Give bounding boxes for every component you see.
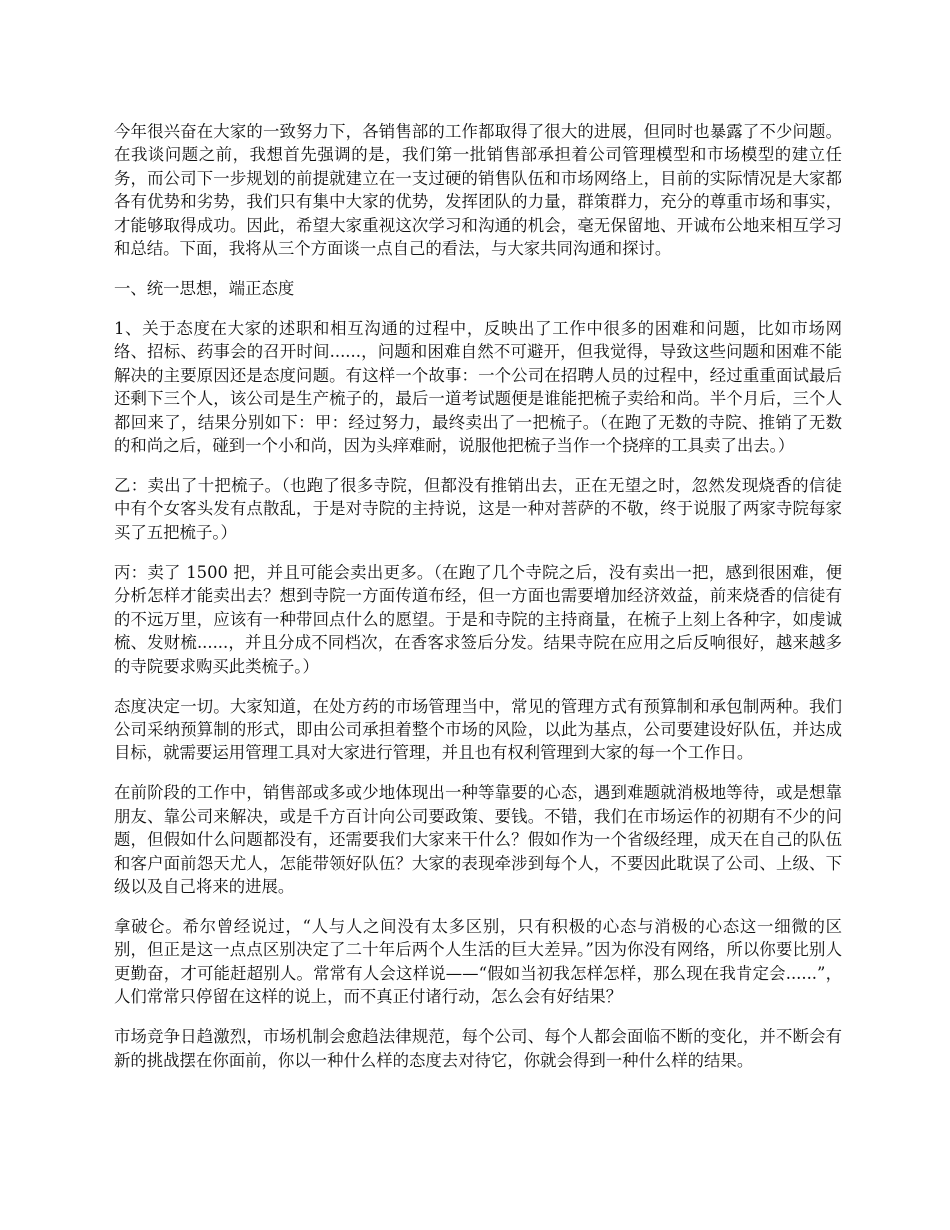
paragraph-yi: 乙：卖出了十把梳子。（也跑了很多寺院，但都没有推销出去，正在无望之时，忽然发现烧香的信徒中有个女客头发有点散乱，于是对寺院的主持说，这是一种对菩萨的不敬，终于说服了两家寺院每家买了五把梳子。） xyxy=(114,476,842,542)
paragraph-previous-stage: 在前阶段的工作中，销售部或多或少地体现出一种等靠要的心态，遇到难题就消极地等待，或是想靠朋友、靠公司来解决，或是千方百计向公司要政策、要钱。不错，我们在市场运作的初期有不少的问题，但假如什么问题都没有，还需要我们大家来干什么？假如作为一个省级经理，成天在自己的队伍和客户面前怨天尤人，怎能带领好队伍？大家的表现牵涉到每个人，不要因此耽误了公司、上级、下级以及自己将来的进展。 xyxy=(114,783,842,896)
paragraph-competition: 市场竞争日趋激烈，市场机制会愈趋法律规范，每个公司、每个人都会面临不断的变化，并不断会有新的挑战摆在你面前，你以一种什么样的态度去对待它，你就会得到一种什么样的结果。 xyxy=(114,1027,842,1070)
paragraph-hill-quote: 拿破仑。希尔曾经说过，“人与人之间没有太多区别，只有积极的心态与消极的心态这一细微的区别，但正是这一点点区别决定了二十年后两个人生活的巨大差异。”因为你没有网络，所以你要比别人更勤奋，才可能赶超别人。常常有人会这样说——“假如当初我怎样怎样，那么现在我肯定会......”，人们常常只停留在这样的说上，而不真正付诸行动，怎么会有好结果？ xyxy=(114,916,842,1007)
document-body xyxy=(114,120,842,1089)
paragraph-bing: 丙：卖了 1500 把，并且可能会卖出更多。（在跑了几个寺院之后，没有卖出一把，感到很困难，便分析怎样才能卖出去？想到寺院一方面传道布经，但一方面也需要增加经济效益，前来烧香的信徒有的不远万里，应该有一种带回点什么的愿望。于是和寺院的主持商量，在梳子上刻上各种字，如虔诚梳、发财梳......，并且分成不同档次，在香客求签后分发。结果寺院在应用之后反响很好，越来越多的寺院要求购买此类梳子。） xyxy=(114,562,842,676)
paragraph-attitude: 1、关于态度在大家的述职和相互沟通的过程中，反映出了工作中很多的困难和问题，比如市场网络、招标、药事会的召开时间......，问题和困难自然不可避开，但我觉得，导致这些问题和困难不能解决的主要原因还是态度问题。有这样一个故事：一个公司在招聘人员的过程中，经过重重面试最后还剩下三个人，该公司是生产梳子的，最后一道考试题便是谁能把梳子卖给和尚。半个月后，三个人都回来了，结果分别如下：甲：经过努力，最终卖出了一把梳子。（在跑了无数的寺院、推销了无数的和尚之后，碰到一个小和尚，因为头痒难耐，说服他把梳子当作一个挠痒的工具卖了出去。） xyxy=(114,319,842,456)
paragraph-attitude-decides: 态度决定一切。大家知道，在处方药的市场管理当中，常见的管理方式有预算制和承包制两种。我们公司采纳预算制的形式，即由公司承担着整个市场的风险，以此为基点，公司要建设好队伍，并达成目标，就需要运用管理工具对大家进行管理，并且也有权利管理到大家的每一个工作日。 xyxy=(114,696,842,763)
section-heading: 一、统一思想，端正态度 xyxy=(114,279,295,299)
paragraph-intro: 今年很兴奋在大家的一致努力下，各销售部的工作都取得了很大的进展，但同时也暴露了不少问题。在我谈问题之前，我想首先强调的是，我们第一批销售部承担着公司管理模型和市场模型的建立任务，而公司下一步规划的前提就建立在一支过硬的销售队伍和市场网络上，目前的实际情况是大家都各有优势和劣势，我们只有集中大家的优势，发挥团队的力量，群策群力，充分的尊重市场和事实，才能够取得成功。因此，希望大家重视这次学习和沟通的机会，毫无保留地、开诚布公地来相互学习和总结。下面，我将从三个方面谈一点自己的看法，与大家共同沟通和探讨。 xyxy=(114,122,842,259)
